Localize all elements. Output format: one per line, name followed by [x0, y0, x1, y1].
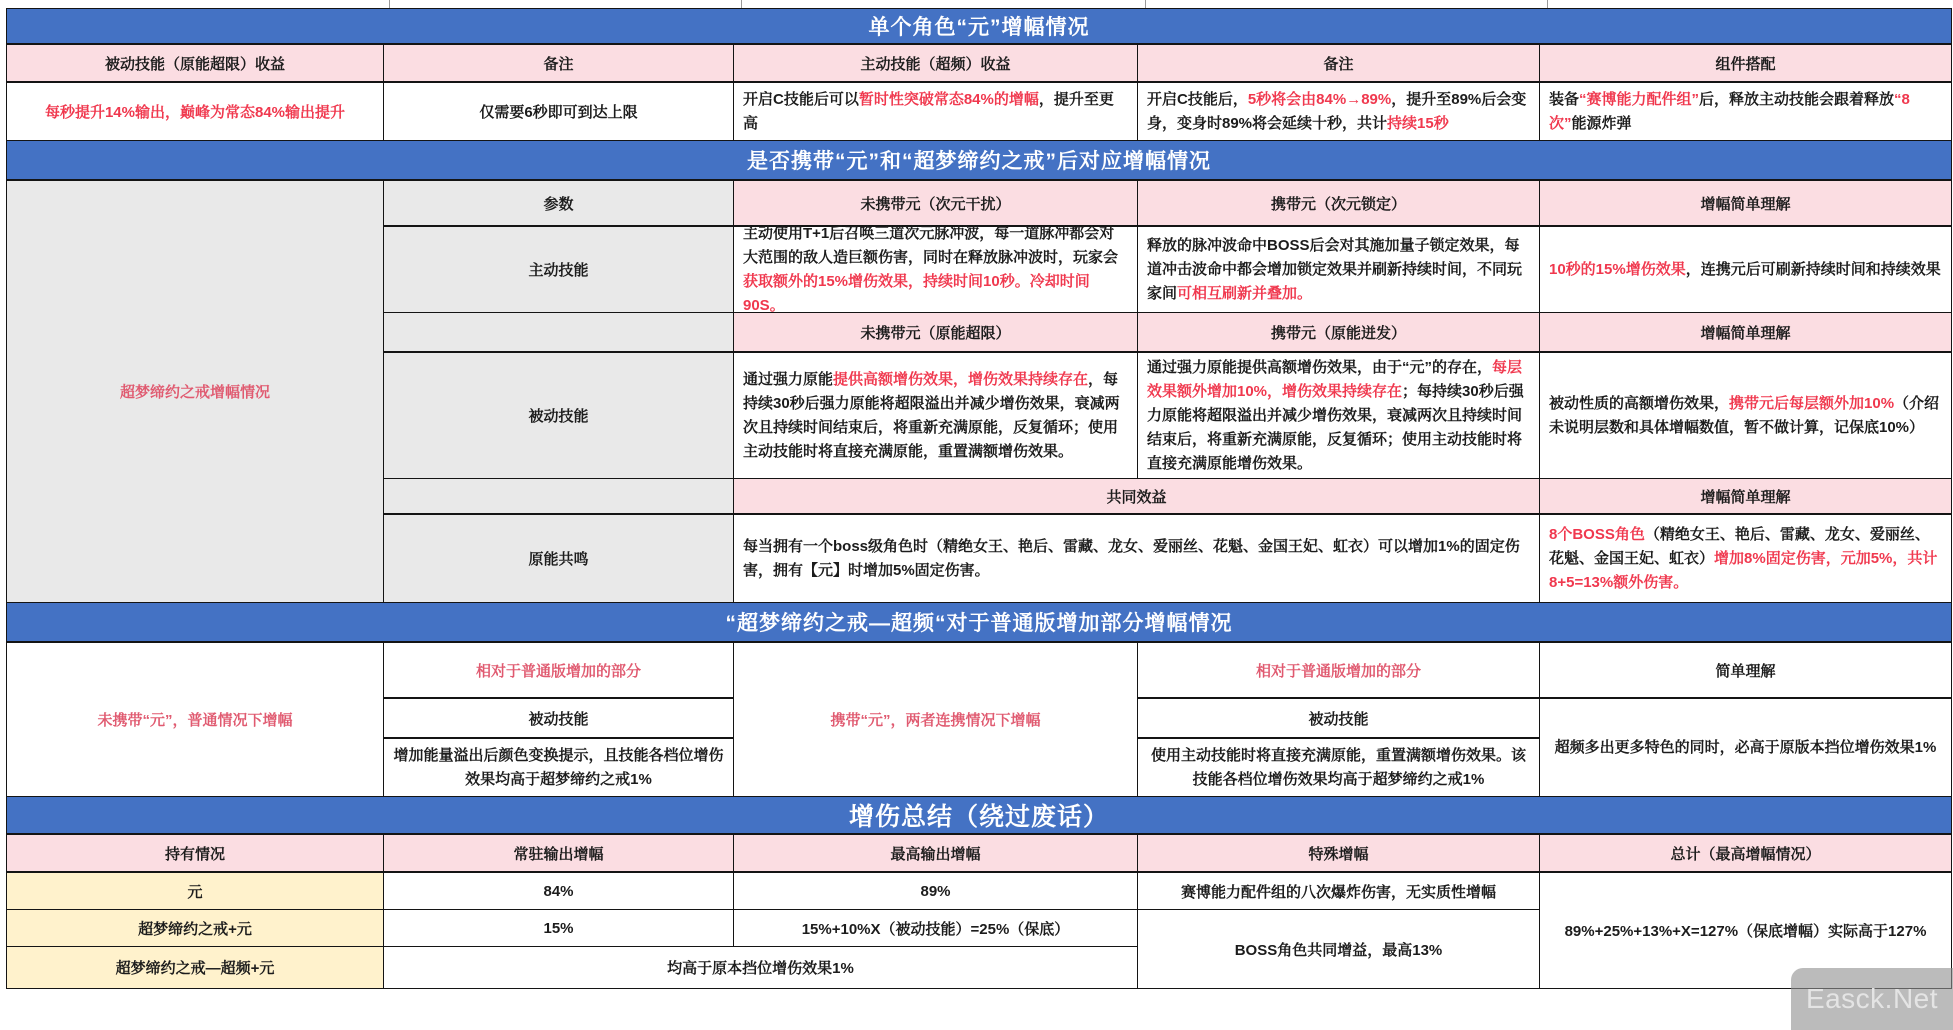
s1-header-component-label: 组件搭配 — [1715, 55, 1776, 73]
s3-a-text: 增加能量溢出后颜色变换提示，且技能各档位增伤效果均高于超梦缔约之戒1% — [393, 746, 724, 788]
s4-row2-label: 超梦缔约之戒+元 — [138, 920, 252, 938]
s2-g2-header-with-yuan — [1138, 313, 1540, 353]
s4-row3-merged-text: 均高于原本挡位增伤效果1% — [667, 960, 854, 977]
s2-g1-header-with-yuan-label: 携带元（次元锁定） — [1270, 195, 1406, 213]
section1-title: 单个角色“元”增幅情况 — [7, 9, 1952, 45]
s3-col-a — [384, 643, 734, 797]
column-border-stub — [741, 0, 742, 8]
s4-row2-max: 15%+10%X（被动技能）=25%（保底） — [801, 920, 1070, 938]
s2-passive-with-yuan-cell — [1138, 353, 1540, 479]
section3-title-row — [7, 603, 1952, 643]
s4-header-special — [1138, 835, 1540, 873]
section1-data-row — [7, 83, 1952, 141]
s4-header-special-label: 特殊增幅 — [1308, 845, 1369, 863]
s2-active-simple-cell — [1540, 227, 1952, 313]
section1-title-row — [7, 9, 1952, 45]
s2-active-skill-label-cell — [384, 227, 734, 313]
s2-g3-header-simple-label: 增幅简单理解 — [1700, 488, 1791, 506]
s3-left-label: 未携带“元”，普通情况下增幅 — [97, 712, 293, 729]
s3-c-header: 简单理解 — [1715, 662, 1776, 680]
column-border-stub — [1145, 0, 1146, 8]
s4-special-merged-text: BOSS角色共同增益，最高13% — [1234, 941, 1443, 959]
s2-common-benefit-label: 共同效益 — [1106, 488, 1167, 506]
s2-active-with-yuan-text: 释放的脉冲波命中BOSS后会对其施加量子锁定效果，每道冲击波命中都会增加锁定效果并刷新持续时间，不同玩家间可相互刷新并叠加。 — [1147, 236, 1523, 302]
s4-row2-values — [384, 910, 1138, 947]
s2-resonance-common-cell — [734, 515, 1540, 603]
section2-title: 是否携带“元”和“超梦缔约之戒”后对应增幅情况 — [7, 141, 1952, 181]
s4-header-total — [1540, 835, 1952, 873]
s2-g2-header-no-yuan — [734, 313, 1138, 353]
section1-header-row — [7, 45, 1952, 83]
s1-active-gain-text: 开启C技能后可以暂时性突破常态84%的增幅，提升至更高 — [743, 90, 1114, 132]
s2-passive-skill-row — [384, 353, 1952, 479]
section4-title: 增伤总结（绕过废话） — [7, 797, 1952, 835]
s1-header-passive-gain — [7, 45, 384, 83]
s2-passive-simple-cell — [1540, 353, 1952, 479]
s2-g1-header-simple-label: 增幅简单理解 — [1700, 195, 1791, 213]
s4-header-constant — [384, 835, 734, 873]
s2-g2-header-simple — [1540, 313, 1952, 353]
s1-header-note-1 — [384, 45, 734, 83]
s1-cell-component — [1540, 83, 1952, 141]
s2-resonance-label-cell — [384, 515, 734, 603]
s2-active-no-yuan-text: 主动使用T+1后召唤三道次元脉冲波，每一道脉冲都会对大范围的敌人造巨额伤害，同时在释放脉冲波时，玩家会获取额外的15%增伤效果，持续时间10秒。冷却时间90S。 — [743, 224, 1119, 314]
s3-b-text: 使用主动技能时将直接充满原能，重置满额增伤效果。该技能各档位增伤效果均高于超梦缔约之戒1% — [1150, 746, 1526, 788]
s4-row1-special-cell — [1138, 873, 1540, 910]
s1-passive-gain-text: 每秒提升14%输出，巅峰为常态84%输出提升 — [44, 104, 346, 121]
section4-header-row — [7, 835, 1952, 873]
s2-resonance-simple-text: 8个BOSS角色（精绝女王、艳后、雷藏、龙女、爱丽丝、花魁、金国王妃、虹衣）增加8%固定伤害，元加5%，共计8+5=13%额外伤害。 — [1549, 525, 1938, 591]
s2-right-block — [384, 181, 1952, 603]
s2-resonance-label: 原能共鸣 — [528, 551, 589, 568]
s1-header-component — [1540, 45, 1952, 83]
s3-mid-merged-cell — [734, 643, 1138, 797]
s4-row3-merged-cell — [384, 947, 1138, 989]
s1-header-note-2 — [1138, 45, 1540, 83]
buff-analysis-table — [6, 8, 1952, 989]
s3-a-text-cell — [384, 739, 734, 797]
s4-row2-max-cell — [734, 910, 1138, 947]
s2-passive-skill-label: 被动技能 — [528, 408, 589, 425]
s4-special-column — [1138, 873, 1540, 989]
s2-passive-simple-text: 被动性质的高额增伤效果，携带元后每层额外加10%（介绍未说明层数和具体增幅数值，暂不做计算，记保底10%） — [1549, 394, 1940, 436]
s2-g1-header-no-yuan-label: 未携带元（次元干扰） — [860, 195, 1011, 213]
s1-header-passive-gain-label: 被动技能（原能超限）收益 — [104, 55, 285, 73]
s2-g1-header-no-yuan — [734, 181, 1138, 227]
section3-title: “超梦缔约之戒—超频“对于普通版增加部分增幅情况 — [7, 603, 1952, 643]
s1-header-active-gain — [734, 45, 1138, 83]
s2-passive-no-yuan-cell — [734, 353, 1138, 479]
s2-resonance-common-text: 每当拥有一个boss级角色时（精绝女王、艳后、雷藏、龙女、爱丽丝、花魁、金国王妃、虹衣）可以增加1%的固定伤害，拥有【元】时增加5%固定伤害。 — [743, 537, 1520, 579]
s2-active-simple-text: 10秒的15%增伤效果，连携元后可刷新持续时间和持续效果 — [1549, 260, 1941, 278]
s3-b-header: 相对于普通版增加的部分 — [1255, 662, 1421, 680]
column-border-stub — [389, 0, 390, 8]
s4-header-total-label: 总计（最高增幅情况） — [1670, 845, 1821, 863]
section3-body — [7, 643, 1952, 797]
s3-a-sub-cell — [384, 699, 734, 739]
s3-c-text: 超频多出更多特色的同时，必高于原版本挡位增伤效果1% — [1554, 738, 1937, 756]
s2-g2-header-simple-label: 增幅简单理解 — [1700, 324, 1791, 342]
s1-header-note-2-label: 备注 — [1323, 55, 1354, 73]
s1-active-note-text: 开启C技能后，5秒将会由84%→89%，提升至89%后会变身，变身时89%将会延续十秒，共计持续15秒 — [1147, 90, 1527, 132]
s4-header-max — [734, 835, 1138, 873]
s4-row1-constant: 84% — [543, 882, 574, 900]
s2-empty-cell — [384, 479, 734, 515]
s2-left-merged-cell — [7, 181, 384, 603]
s4-row2-constant-cell — [384, 910, 734, 947]
s1-component-text: 装备“赛博能力配件组”后，释放主动技能会跟着释放“8次”能源炸弹 — [1549, 90, 1910, 132]
s2-active-no-yuan-cell — [734, 224, 1138, 314]
s4-header-constant-label: 常驻输出增幅 — [513, 845, 604, 863]
s4-row1-max: 89% — [920, 882, 951, 900]
section2-body — [7, 181, 1952, 603]
s4-row3-values — [384, 947, 1138, 989]
s3-b-text-cell — [1138, 739, 1540, 797]
s2-passive-no-yuan-text: 通过强力原能提供高额增伤效果，增伤效果持续存在，每持续30秒后强力原能将超限溢出并减少增伤效果，衰减两次且持续时间结束后，将重新充满原能，反复循环；使用主动技能时将直接充满原能，重置满额增伤效果。 — [743, 370, 1120, 460]
s2-passive-with-yuan-text: 通过强力原能提供高额增伤效果，由于“元”的存在，每层效果额外增加10%，增伤效果持续存在；每持续30秒后强力原能将超限溢出并减少增伤效果，衰减两次且持续时间结束后，将重新充满原能，反复循环；使用主动技能时将直接充满原能增伤效果。 — [1147, 358, 1524, 472]
s3-left-merged-cell — [7, 643, 384, 797]
s2-param-header-row — [384, 181, 1952, 227]
s2-g2-header-no-yuan-label: 未携带元（原能超限） — [860, 324, 1011, 342]
s2-passive-header-row — [384, 313, 1952, 353]
s3-b-sub: 被动技能 — [1308, 710, 1369, 728]
s4-header-holding — [7, 835, 384, 873]
s2-common-benefit-header — [734, 479, 1540, 515]
s2-resonance-simple-cell — [1540, 515, 1952, 603]
s3-a-sub: 被动技能 — [528, 710, 589, 728]
s4-row2-constant: 15% — [543, 919, 574, 937]
s2-empty-cell — [384, 313, 734, 353]
s4-row3-label-cell — [7, 947, 384, 989]
s2-g1-header-simple — [1540, 181, 1952, 227]
s1-cell-active-gain — [734, 83, 1138, 141]
s2-active-skill-label: 主动技能 — [528, 262, 589, 279]
s4-value-columns — [384, 873, 1138, 989]
s1-cell-active-note — [1138, 83, 1540, 141]
s4-row1-special: 赛博能力配件组的八次爆炸伤害，无实质性增幅 — [1180, 883, 1496, 901]
s4-header-max-label: 最高输出增幅 — [890, 845, 981, 863]
s2-active-skill-row — [384, 224, 1952, 314]
s2-left-label: 超梦缔约之戒增幅情况 — [119, 384, 270, 401]
s4-row1-max-cell — [734, 873, 1138, 910]
s2-g1-header-with-yuan — [1138, 181, 1540, 227]
s4-label-column — [7, 873, 384, 989]
s1-passive-note-text: 仅需要6秒即可到达上限 — [479, 104, 638, 121]
s4-row3-label: 超梦缔约之戒—超频+元 — [115, 960, 275, 977]
s3-c-header-cell — [1540, 643, 1952, 699]
column-border-stub — [1547, 0, 1548, 8]
s2-active-with-yuan-cell — [1138, 227, 1540, 313]
s2-param-label: 参数 — [543, 195, 574, 213]
s4-row1-constant-cell — [384, 873, 734, 910]
s2-common-header-row — [384, 479, 1952, 515]
s3-col-b — [1138, 643, 1540, 797]
s2-passive-skill-label-cell — [384, 353, 734, 479]
s1-header-active-gain-label: 主动技能（超频）收益 — [860, 55, 1011, 73]
section4-title-row — [7, 797, 1952, 835]
section2-title-row — [7, 141, 1952, 181]
s4-row1-label-cell — [7, 873, 384, 910]
s4-row1-label: 元 — [187, 883, 203, 901]
s2-g3-header-simple — [1540, 479, 1952, 515]
s3-col-c — [1540, 643, 1952, 797]
s3-b-sub-cell — [1138, 699, 1540, 739]
s4-row2-label-cell — [7, 910, 384, 947]
s4-special-merged-cell — [1138, 910, 1540, 989]
s4-header-holding-label: 持有情况 — [164, 845, 225, 863]
s4-row1-values — [384, 873, 1138, 910]
s4-total-merged-text: 89%+25%+13%+X=127%（保底增幅）实际高于127% — [1564, 923, 1927, 940]
s1-cell-passive-note — [384, 83, 734, 141]
s2-g2-header-with-yuan-label: 携带元（原能迸发） — [1270, 324, 1406, 342]
s3-a-header-cell — [384, 643, 734, 699]
s1-cell-passive-gain — [7, 83, 384, 141]
s3-b-header-cell — [1138, 643, 1540, 699]
s2-resonance-row — [384, 515, 1952, 603]
section4-body — [7, 873, 1952, 989]
s1-header-note-1-label: 备注 — [543, 55, 574, 73]
watermark: Easck.Net — [1791, 968, 1953, 1030]
s2-param-cell — [384, 181, 734, 227]
s3-mid-label: 携带“元”，两者连携情况下增幅 — [830, 712, 1041, 729]
s3-c-text-cell — [1540, 699, 1952, 797]
s3-a-header: 相对于普通版增加的部分 — [475, 662, 641, 680]
